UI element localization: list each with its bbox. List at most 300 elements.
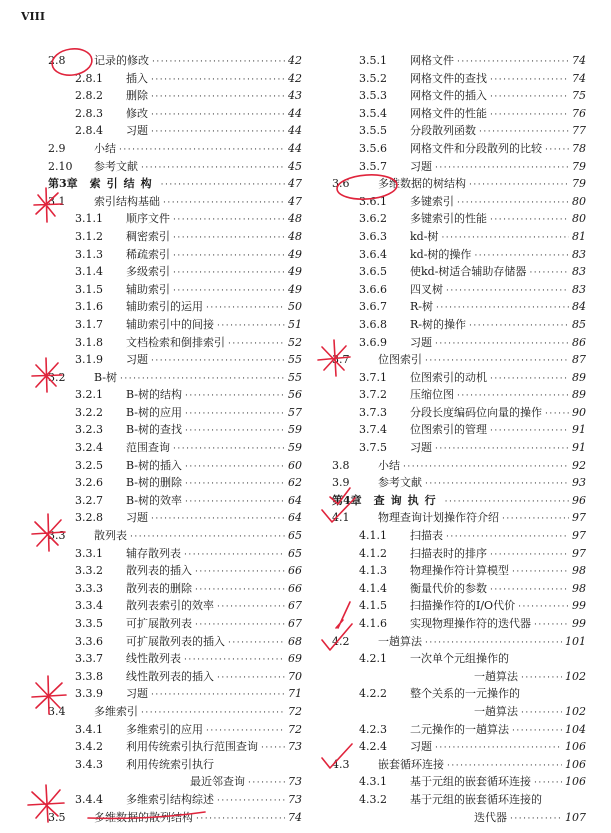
toc-entry-title: 查询执行 (373, 493, 442, 507)
toc-entry-number: 3.5.6 (359, 141, 387, 155)
toc-entry (332, 52, 586, 70)
toc-entry (48, 492, 302, 510)
toc-entry-page: 67 (288, 617, 302, 630)
toc-entry (332, 562, 586, 580)
toc-entry-number: 4.1.2 (359, 546, 387, 560)
toc-entry-title: 最近邻查询 (190, 775, 245, 789)
toc-entry-number: 3.5.2 (359, 71, 387, 85)
toc-entry-title: B-树 (94, 370, 118, 384)
toc-entry-number: 3.6.3 (359, 229, 387, 243)
toc-entry-title: 可扩展散列表 (126, 617, 192, 630)
toc-entry-page: 45 (288, 159, 302, 173)
toc-entry-page: 98 (572, 581, 586, 595)
toc-entry-number: 3.7.2 (359, 388, 387, 402)
toc-entry-number: 3.7 (332, 353, 350, 367)
toc-entry (48, 246, 302, 264)
toc-entry-title: 可扩展散列表的插入 (126, 634, 225, 648)
toc-entry-number: 第4章 (332, 493, 362, 507)
toc-entry (48, 756, 302, 774)
toc-entry-number: 3.1.9 (75, 353, 103, 367)
toc-entry-title: 网格文件 (410, 54, 454, 67)
toc-entry-page: 85 (572, 317, 586, 331)
toc-entry-title: 范围查询 (126, 441, 170, 455)
toc-entry-title: 散列表 (94, 529, 127, 543)
toc-entry-page: 55 (288, 353, 302, 367)
toc-entry-number: 4.1.3 (359, 564, 387, 578)
toc-entry-page: 62 (288, 476, 302, 490)
toc-entry-page: 67 (288, 599, 302, 613)
toc-entry-page: 64 (288, 493, 302, 507)
toc-entry-page: 83 (572, 282, 586, 296)
toc-entry-title: 使kd-树适合辅助存储器 (410, 265, 527, 279)
toc-entry-number: 3.4.1 (75, 722, 103, 736)
toc-entry-page: 48 (288, 229, 302, 243)
toc-entry-page: 72 (288, 704, 302, 718)
toc-entry-title: 多级索引 (126, 265, 170, 279)
toc-entry-title: 四叉树 (410, 282, 443, 296)
toc-entry-title: 线性散列表的插入 (126, 669, 214, 683)
toc-entry-page: 91 (572, 423, 586, 437)
toc-entry-number: 3.5.4 (359, 106, 387, 120)
toc-entry-title: B-树的删除 (126, 476, 183, 490)
toc-entry-title: B-树的结构 (126, 388, 183, 402)
toc-entry-number: 4.1 (332, 511, 350, 525)
toc-entry (332, 633, 586, 651)
toc-entry-page: 99 (572, 617, 586, 630)
toc-entry-title: 多维数据的散列结构 (94, 810, 193, 824)
toc-entry-title: 多维索引的应用 (126, 722, 203, 736)
toc-entry-page: 89 (572, 388, 586, 402)
toc-entry-title: 扫描表时的排序 (410, 546, 487, 560)
toc-entry-title: 利用传统索引执行 (126, 757, 214, 771)
toc-entry-page: 66 (288, 564, 302, 578)
toc-entry-number: 3.3.7 (75, 652, 103, 666)
toc-entry-title: 顺序文件 (126, 212, 170, 226)
toc-entry-title: 扫描表 (410, 529, 443, 543)
toc-entry (48, 386, 302, 404)
toc-entry-title: 多键索引的性能 (410, 212, 487, 226)
toc-entry-number: 3.3.3 (75, 581, 103, 595)
toc-entry-title: 习题 (410, 740, 432, 754)
toc-entry (332, 756, 586, 774)
toc-entry-page: 106 (565, 740, 586, 754)
toc-entry-number: 3.4 (48, 704, 66, 718)
toc-entry-number: 4.2.2 (359, 687, 387, 701)
toc-entry-title: 压缩位图 (410, 388, 454, 402)
toc-entry (48, 809, 302, 827)
toc-entry-title: 一次单个元组操作的 (410, 652, 509, 666)
toc-entry-number: 3.1.3 (75, 247, 103, 261)
toc-entry-number: 3.5.3 (359, 89, 387, 103)
toc-entry-page: 44 (288, 106, 302, 120)
toc-entry (48, 210, 302, 228)
toc-entry-title: 散列表的插入 (126, 564, 192, 578)
toc-entry-page: 72 (288, 722, 302, 736)
toc-entry-number: 2.8.2 (75, 89, 103, 103)
toc-entry-page: 97 (572, 529, 586, 543)
toc-entry-number: 3.3.2 (75, 564, 103, 578)
toc-entry-title: 实现物理操作符的迭代器 (410, 617, 531, 630)
toc-entry-title: B-树的应用 (126, 405, 183, 419)
toc-entry-page: 93 (572, 476, 586, 490)
toc-entry (332, 158, 586, 176)
toc-entry-page: 68 (288, 634, 302, 648)
toc-entry-title: 记录的修改 (94, 54, 149, 67)
toc-entry (48, 87, 302, 105)
toc-entry-page: 102 (565, 669, 586, 683)
toc-entry-number: 3.5.1 (359, 54, 387, 67)
toc-entry-title: 基于元组的嵌套循环连接的 (410, 792, 542, 806)
toc-entry-page: 71 (288, 687, 302, 701)
toc-entry-page: 70 (288, 669, 302, 683)
toc-entry (48, 351, 302, 369)
toc-entry-title: 习题 (410, 335, 432, 349)
toc-chapter-entry (332, 492, 586, 510)
page-number: VIII (21, 10, 45, 23)
toc-entry-title: 参考文献 (94, 159, 138, 173)
toc-entry-title: 嵌套循环连接 (378, 757, 444, 771)
toc-entry (48, 316, 302, 334)
toc-entry-title: 删除 (126, 89, 148, 103)
toc-entry-title: 文档检索和倒排索引 (126, 335, 225, 349)
toc-entry-page: 87 (572, 353, 586, 367)
toc-entry-page: 83 (572, 247, 586, 261)
toc-entry-title: 多维索引结构综述 (126, 792, 214, 806)
toc-entry-page: 59 (288, 423, 302, 437)
toc-entry-title: 一趟算法 (378, 634, 422, 648)
toc-entry-title: 分段长度编码位向量的操作 (410, 405, 542, 419)
toc-entry-page: 77 (572, 124, 586, 138)
toc-entry-number: 3.4.2 (75, 740, 103, 754)
toc-entry-page: 79 (572, 159, 586, 173)
toc-entry (332, 685, 586, 703)
toc-entry-page: 74 (288, 810, 302, 824)
toc-entry-page: 98 (572, 564, 586, 578)
toc-entry (48, 193, 302, 211)
toc-entry-title: 索引结构 (89, 177, 158, 191)
toc-entry-title: 索引结构基础 (94, 194, 160, 208)
toc-entry-number: 3.1.2 (75, 229, 103, 243)
toc-leader-dots (196, 811, 285, 829)
toc-entry-title: 线性散列表 (126, 652, 181, 666)
toc-entry-page: 80 (572, 194, 586, 208)
toc-entry (48, 140, 302, 158)
toc-entry-title: 散列表索引的效率 (126, 599, 214, 613)
toc-entry (332, 580, 586, 598)
toc-entry (332, 703, 586, 721)
toc-entry-title: 辅助索引的运用 (126, 300, 203, 314)
toc-entry-number: 3.6.4 (359, 247, 387, 261)
toc-entry (48, 703, 302, 721)
toc-entry (332, 421, 586, 439)
toc-entry-number: 4.1.6 (359, 617, 387, 630)
toc-entry (48, 650, 302, 668)
toc-entry (332, 281, 586, 299)
toc-entry-page: 64 (288, 511, 302, 525)
toc-entry (332, 316, 586, 334)
toc-entry (332, 439, 586, 457)
toc-entry-number: 3.9 (332, 476, 350, 490)
toc-entry (332, 140, 586, 158)
toc-entry-title: 位图索引的动机 (410, 370, 487, 384)
toc-entry (332, 386, 586, 404)
toc-entry-page: 80 (572, 212, 586, 226)
toc-entry (48, 421, 302, 439)
toc-entry-page: 48 (288, 212, 302, 226)
toc-entry (48, 738, 302, 756)
toc-entry-number: 3.5 (48, 810, 66, 824)
toc-entry-number: 3.1.7 (75, 317, 103, 331)
toc-entry-title: 多维数据的树结构 (378, 177, 466, 191)
toc-entry-number: 3.2.1 (75, 388, 103, 402)
toc-entry (48, 281, 302, 299)
toc-entry (332, 298, 586, 316)
toc-entry-number: 3.3.6 (75, 634, 103, 648)
toc-entry-page: 86 (572, 335, 586, 349)
toc-entry-page: 97 (572, 511, 586, 525)
toc-entry-page: 74 (572, 71, 586, 85)
toc-entry-page: 96 (572, 493, 586, 507)
toc-entry (48, 509, 302, 527)
toc-entry (332, 474, 586, 492)
toc-entry (332, 175, 586, 193)
toc-entry (332, 70, 586, 88)
toc-entry (48, 70, 302, 88)
toc-entry (332, 791, 586, 809)
toc-entry-page: 43 (288, 89, 302, 103)
toc-entry-number: 3.2.2 (75, 405, 103, 419)
toc-entry-number: 3.6.8 (359, 317, 387, 331)
toc-entry-number: 3.6.7 (359, 300, 387, 314)
toc-entry (332, 105, 586, 123)
toc-entry-title: 一趟算法 (474, 704, 518, 718)
toc-entry-title: 参考文献 (378, 476, 422, 490)
toc-entry-title: 习题 (126, 687, 148, 701)
toc-entry-title: 整个关系的一元操作的 (410, 687, 520, 701)
toc-entry-number: 3.7.3 (359, 405, 387, 419)
toc-entry-number: 2.10 (48, 159, 73, 173)
toc-entry-number: 4.2 (332, 634, 350, 648)
toc-chapter-entry (48, 175, 302, 193)
toc-entry-number: 3.6.6 (359, 282, 387, 296)
toc-entry-title: 网格文件的插入 (410, 89, 487, 103)
toc-entry-page: 57 (288, 405, 302, 419)
toc-entry (332, 773, 586, 791)
toc-entry (48, 545, 302, 563)
toc-entry-page: 65 (288, 546, 302, 560)
toc-entry-page: 107 (565, 810, 586, 824)
toc-entry (332, 210, 586, 228)
toc-entry (332, 193, 586, 211)
toc-entry-title: 利用传统索引执行范围查询 (126, 740, 258, 754)
toc-entry (332, 809, 586, 827)
toc-entry-page: 99 (572, 599, 586, 613)
toc-entry-page: 49 (288, 247, 302, 261)
toc-entry-page: 73 (288, 740, 302, 754)
toc-entry (48, 457, 302, 475)
toc-entry-title: 习题 (126, 124, 148, 138)
toc-entry-page: 75 (572, 89, 586, 103)
toc-entry (48, 685, 302, 703)
toc-entry (48, 527, 302, 545)
toc-entry (48, 439, 302, 457)
toc-entry-number: 4.3.2 (359, 792, 387, 806)
toc-entry-number: 2.8.3 (75, 106, 103, 120)
toc-entry (48, 721, 302, 739)
toc-entry-page: 97 (572, 546, 586, 560)
toc-entry-page: 49 (288, 282, 302, 296)
toc-entry (48, 228, 302, 246)
toc-entry-number: 4.3.1 (359, 775, 387, 789)
toc-entry-title: 扫描操作符的I/O代价 (410, 599, 516, 613)
toc-entry-number: 3.5.7 (359, 159, 387, 173)
toc-entry-page: 92 (572, 458, 586, 472)
toc-entry (48, 298, 302, 316)
toc-entry-title: 修改 (126, 106, 148, 120)
toc-entry-page: 42 (288, 71, 302, 85)
toc-entry-page: 55 (288, 370, 302, 384)
toc-entry-page: 102 (565, 704, 586, 718)
toc-entry-title: 习题 (126, 511, 148, 525)
toc-entry-number: 3.2 (48, 370, 66, 384)
toc-entry-title: 小结 (94, 141, 116, 155)
toc-entry-page: 89 (572, 370, 586, 384)
toc-left-column (48, 52, 302, 826)
toc-entry-number: 3.2.6 (75, 476, 103, 490)
toc-entry (48, 158, 302, 176)
toc-entry-page: 59 (288, 441, 302, 455)
toc-entry (48, 580, 302, 598)
toc-entry-title: 物理操作符计算模型 (410, 564, 509, 578)
toc-entry-number: 3.6 (332, 177, 350, 191)
toc-entry-title: R-树 (410, 300, 433, 314)
toc-entry-page: 42 (288, 54, 302, 67)
toc-entry-title: 习题 (126, 353, 148, 367)
toc-entry-title: 网格文件的查找 (410, 71, 487, 85)
toc-entry-page: 65 (288, 529, 302, 543)
toc-entry-title: 网格文件的性能 (410, 106, 487, 120)
toc-entry-number: 3.4.4 (75, 792, 103, 806)
toc-entry-page: 90 (572, 405, 586, 419)
toc-entry-title: 辅助索引 (126, 282, 170, 296)
toc-entry-number: 3.6.2 (359, 212, 387, 226)
toc-entry-number: 第3章 (48, 177, 78, 191)
toc-entry (332, 527, 586, 545)
toc-entry-number: 3.3.5 (75, 617, 103, 630)
toc-entry (332, 228, 586, 246)
toc-entry-title: 稠密索引 (126, 229, 170, 243)
toc-entry-title: 习题 (410, 441, 432, 455)
toc-entry-number: 4.1.5 (359, 599, 387, 613)
toc-entry-page: 81 (572, 229, 586, 243)
toc-entry-number: 3.7.5 (359, 441, 387, 455)
toc-entry-title: 位图索引的管理 (410, 423, 487, 437)
toc-entry-number: 3.1.8 (75, 335, 103, 349)
toc-entry-title: 散列表的删除 (126, 581, 192, 595)
toc-entry-page: 47 (288, 177, 302, 191)
toc-entry-title: B-树的查找 (126, 423, 183, 437)
toc-entry-page: 47 (288, 194, 302, 208)
toc-entry-page: 44 (288, 124, 302, 138)
toc-entry-title: 网格文件和分段散列的比较 (410, 141, 542, 155)
toc-entry-title: 一趟算法 (474, 669, 518, 683)
toc-entry-title: 物理查询计划操作符介绍 (378, 511, 499, 525)
toc-entry-number: 3.1.4 (75, 265, 103, 279)
toc-entry-number: 4.2.4 (359, 740, 387, 754)
toc-entry (48, 633, 302, 651)
toc-entry-number: 3.1 (48, 194, 66, 208)
toc-entry (332, 87, 586, 105)
toc-entry-page: 79 (572, 177, 586, 191)
toc-entry-title: 迭代器 (474, 810, 507, 824)
toc-entry-page: 50 (288, 300, 302, 314)
toc-entry-page: 73 (288, 775, 302, 789)
toc-entry-title: B-树的插入 (126, 458, 183, 472)
toc-entry-page: 49 (288, 265, 302, 279)
toc-entry-number: 3.1.6 (75, 300, 103, 314)
toc-entry-number: 3.3 (48, 529, 66, 543)
toc-entry (332, 597, 586, 615)
toc-entry (48, 52, 302, 70)
toc-entry-number: 4.1.4 (359, 581, 387, 595)
toc-entry-page: 51 (288, 317, 302, 331)
toc-entry-title: 多键索引 (410, 194, 454, 208)
toc-entry (48, 404, 302, 422)
toc-leader-dots (510, 811, 562, 829)
toc-entry-number: 3.2.5 (75, 458, 103, 472)
toc-entry-number: 3.6.5 (359, 265, 387, 279)
toc-entry-page: 73 (288, 792, 302, 806)
toc-entry-title: 分段散列函数 (410, 124, 476, 138)
toc-entry-number: 4.3 (332, 757, 350, 771)
toc-entry-number: 3.7.4 (359, 423, 387, 437)
toc-entry-number: 3.2.3 (75, 423, 103, 437)
toc-entry-number: 3.6.9 (359, 335, 387, 349)
toc-entry-number: 2.8.1 (75, 71, 103, 85)
toc-entry (332, 246, 586, 264)
toc-entry (332, 509, 586, 527)
toc-entry-title: 基于元组的嵌套循环连接 (410, 775, 531, 789)
toc-entry (48, 369, 302, 387)
toc-entry-title: 辅存散列表 (126, 546, 181, 560)
toc-entry (332, 369, 586, 387)
toc-entry-page: 56 (288, 388, 302, 402)
toc-right-column (332, 52, 586, 826)
toc-entry-title: 位图索引 (378, 353, 422, 367)
toc-entry-number: 4.2.1 (359, 652, 387, 666)
toc-entry-title: 辅助索引中的间接 (126, 317, 214, 331)
toc-entry-number: 3.8 (332, 458, 350, 472)
toc-entry-page: 78 (572, 141, 586, 155)
toc-entry-page: 91 (572, 441, 586, 455)
toc-entry (332, 545, 586, 563)
toc-entry (332, 263, 586, 281)
toc-entry (48, 668, 302, 686)
toc-entry-number: 2.9 (48, 141, 66, 155)
toc-entry-title: 二元操作的一趟算法 (410, 722, 509, 736)
toc-entry-number: 3.2.7 (75, 493, 103, 507)
toc-entry-page: 52 (288, 335, 302, 349)
toc-entry-page: 74 (572, 54, 586, 67)
toc-entry-number: 4.1.1 (359, 529, 387, 543)
toc-entry-number: 4.2.3 (359, 722, 387, 736)
toc-entry (332, 334, 586, 352)
toc-entry-page: 83 (572, 265, 586, 279)
toc-entry (48, 615, 302, 633)
toc-entry-title: 小结 (378, 458, 400, 472)
toc-entry (332, 615, 586, 633)
toc-entry-page: 104 (565, 722, 586, 736)
